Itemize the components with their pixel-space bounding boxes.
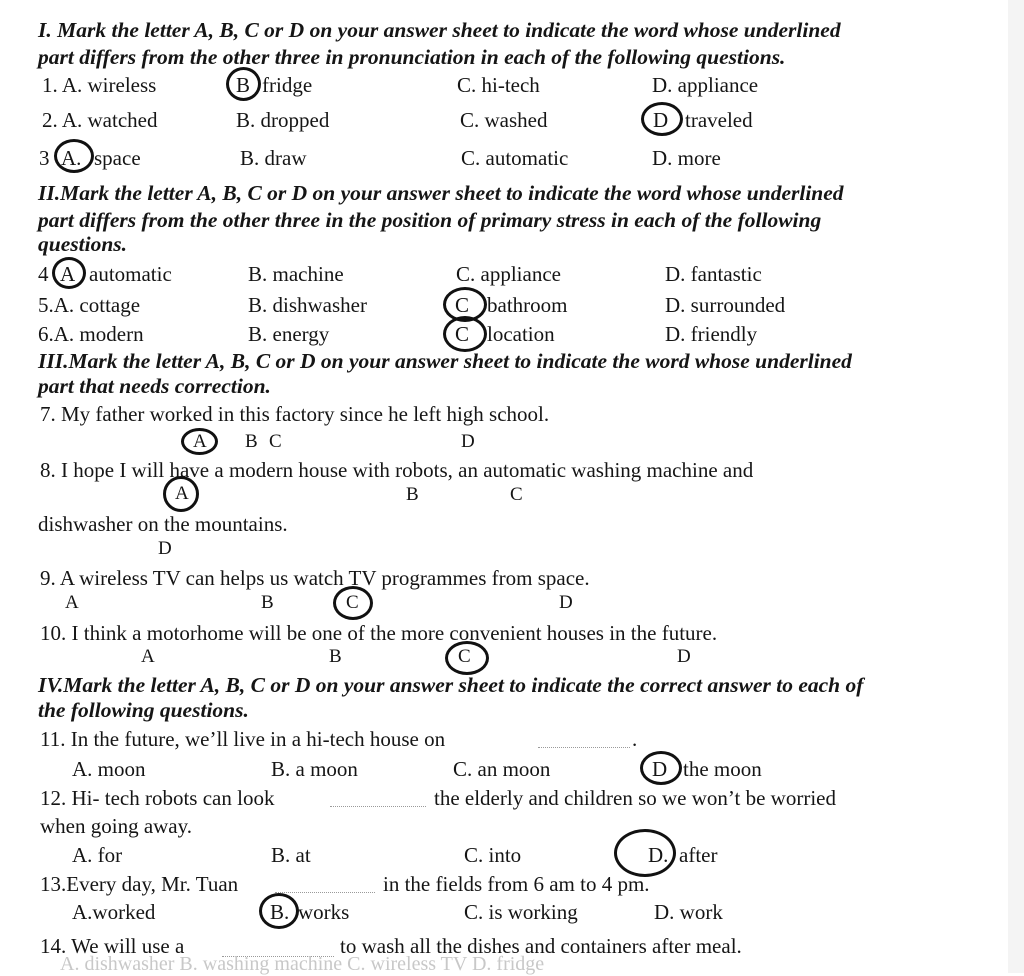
q5-option-a: 5.A. cottage xyxy=(38,293,141,317)
q12-stem-line2: when going away. xyxy=(40,814,193,838)
q12-option-b: B. at xyxy=(271,843,311,867)
section-4-heading: IV.Mark the letter A, B, C or D on your answer sheet to indicate the correct answer to each of the following questions. xyxy=(38,673,864,722)
q11-option-a: A. moon xyxy=(72,757,146,781)
q14-stem-rest: to wash all the dishes and containers after meal. xyxy=(340,934,742,958)
q1-option-a: 1. A. wireless xyxy=(42,73,157,97)
q9-mark-b: B xyxy=(261,592,274,613)
q3-option-b: B. draw xyxy=(240,146,307,170)
answer-circle-q9 xyxy=(333,586,373,620)
q2-option-d-letter: D xyxy=(653,108,669,132)
q1-option-c: C. hi-tech xyxy=(457,73,540,97)
q7-mark-a: A xyxy=(193,431,207,452)
cut-off-next-line: A. dishwasher B. washing machine C. wireless TV D. fridge xyxy=(60,953,545,975)
q2-option-a: 2. A. watched xyxy=(42,108,158,132)
answer-circle-q7 xyxy=(181,428,218,455)
q11-option-b: B. a moon xyxy=(271,757,358,781)
q13-option-a: A.worked xyxy=(72,900,156,924)
q9-mark-d: D xyxy=(559,592,573,613)
q12-option-a: A. for xyxy=(72,843,123,867)
q4-option-c: C. appliance xyxy=(456,262,561,286)
q8-mark-a: A xyxy=(175,483,189,504)
q1-option-b-letter: B xyxy=(236,73,251,97)
q11-option-d-letter: D xyxy=(652,757,668,781)
q8-sentence-line1: 8. I hope I will have a modern house with robots, an automatic washing machine and xyxy=(40,458,754,482)
answer-circle-q12 xyxy=(614,829,676,877)
q12-option-c: C. into xyxy=(464,843,522,867)
q13-option-d: D. work xyxy=(654,900,723,924)
q13-blank xyxy=(275,892,375,893)
q5-option-c: bathroom xyxy=(487,293,568,317)
q7-mark-c: C xyxy=(269,431,282,452)
q10-mark-d: D xyxy=(677,646,691,667)
answer-circle-q13 xyxy=(259,893,299,929)
q12-option-d: after xyxy=(679,843,718,867)
q4-option-b: B. machine xyxy=(248,262,344,286)
section-1-heading: I. Mark the letter A, B, C or D on your answer sheet to indicate the word whose underlined part differs from the other three in pronunciation in each of the following questions. xyxy=(38,18,841,69)
q2-option-d: traveled xyxy=(685,108,753,132)
answer-circle-q11 xyxy=(640,751,682,785)
q4-number: 4 xyxy=(38,262,49,286)
q11-option-d: the moon xyxy=(683,757,762,781)
q1-option-b: fridge xyxy=(262,73,313,97)
q13-stem-rest: in the fields from 6 am to 4 pm. xyxy=(383,872,650,896)
q13-stem: 13.Every day, Mr. Tuan xyxy=(40,872,239,896)
q10-mark-a: A xyxy=(141,646,155,667)
q3-option-a: space xyxy=(94,146,141,170)
q11-stem: 11. In the future, we’ll live in a hi-tech house on xyxy=(40,727,446,751)
q12-stem: 12. Hi- tech robots can look xyxy=(40,786,275,810)
q6-option-c: location xyxy=(487,322,555,346)
q7-mark-b: B xyxy=(245,431,258,452)
section-2-heading: II.Mark the letter A, B, C or D on your answer sheet to indicate the word whose underlined part differs from the other three in the position of primary stress in each of the following questions. xyxy=(38,181,844,256)
answer-circle-q6 xyxy=(443,316,487,352)
q3-number: 3 xyxy=(39,146,50,170)
q4-option-a: automatic xyxy=(89,262,172,286)
q10-mark-c: C xyxy=(458,646,471,667)
q3-option-d: D. more xyxy=(652,146,721,170)
q6-option-c-letter: C xyxy=(455,322,470,346)
q3-option-a-letter: A. xyxy=(61,146,82,170)
q11-stem-end: . xyxy=(632,727,638,751)
q14-stem: 14. We will use a xyxy=(40,934,185,958)
q5-option-c-letter: C xyxy=(455,293,470,317)
q12-stem-rest: the elderly and children so we won’t be worried xyxy=(434,786,836,810)
section-3-heading: III.Mark the letter A, B, C or D on your answer sheet to indicate the word whose underlined part that needs correction. xyxy=(38,349,852,398)
q2-option-b: B. dropped xyxy=(236,108,330,132)
answer-circle-q4 xyxy=(52,257,86,289)
q10-mark-b: B xyxy=(329,646,342,667)
q12-blank xyxy=(330,806,426,807)
q13-option-c: C. is working xyxy=(464,900,578,924)
q7-sentence: 7. My father worked in this factory since he left high school. xyxy=(40,402,550,426)
q13-option-b-letter: B. xyxy=(270,900,290,924)
q13-option-b: works xyxy=(298,900,350,924)
q8-mark-b: B xyxy=(406,484,419,505)
q5-option-b: B. dishwasher xyxy=(248,293,367,317)
q3-option-c: C. automatic xyxy=(461,146,569,170)
q8-mark-c: C xyxy=(510,484,523,505)
q6-option-b: B. energy xyxy=(248,322,330,346)
q11-blank xyxy=(538,747,630,748)
answer-circle-q3 xyxy=(54,139,94,173)
q12-option-d-letter: D. xyxy=(648,843,669,867)
q9-sentence: 9. A wireless TV can helps us watch TV programmes from space. xyxy=(40,566,590,590)
q9-mark-c: C xyxy=(346,592,359,613)
q9-mark-a: A xyxy=(65,592,79,613)
answer-circle-q8 xyxy=(163,476,199,512)
q10-sentence: 10. I think a motorhome will be one of the more convenient houses in the future. xyxy=(40,621,718,645)
q6-option-a: 6.A. modern xyxy=(38,322,144,346)
q8-sentence-line2: dishwasher on the mountains. xyxy=(38,512,288,536)
q1-option-d: D. appliance xyxy=(652,73,759,97)
q11-option-c: C. an moon xyxy=(453,757,551,781)
q6-option-d: D. friendly xyxy=(665,322,758,346)
answer-circle-q10 xyxy=(445,641,489,675)
answer-circle-q1 xyxy=(226,67,261,101)
answer-circle-q2 xyxy=(641,102,683,136)
page-edge xyxy=(1008,0,1024,973)
q7-mark-d: D xyxy=(461,431,475,452)
q8-mark-d: D xyxy=(158,538,172,559)
q5-option-d: D. surrounded xyxy=(665,293,786,317)
q4-option-d: D. fantastic xyxy=(665,262,762,286)
q4-option-a-letter: A xyxy=(60,262,76,286)
q2-option-c: C. washed xyxy=(460,108,548,132)
